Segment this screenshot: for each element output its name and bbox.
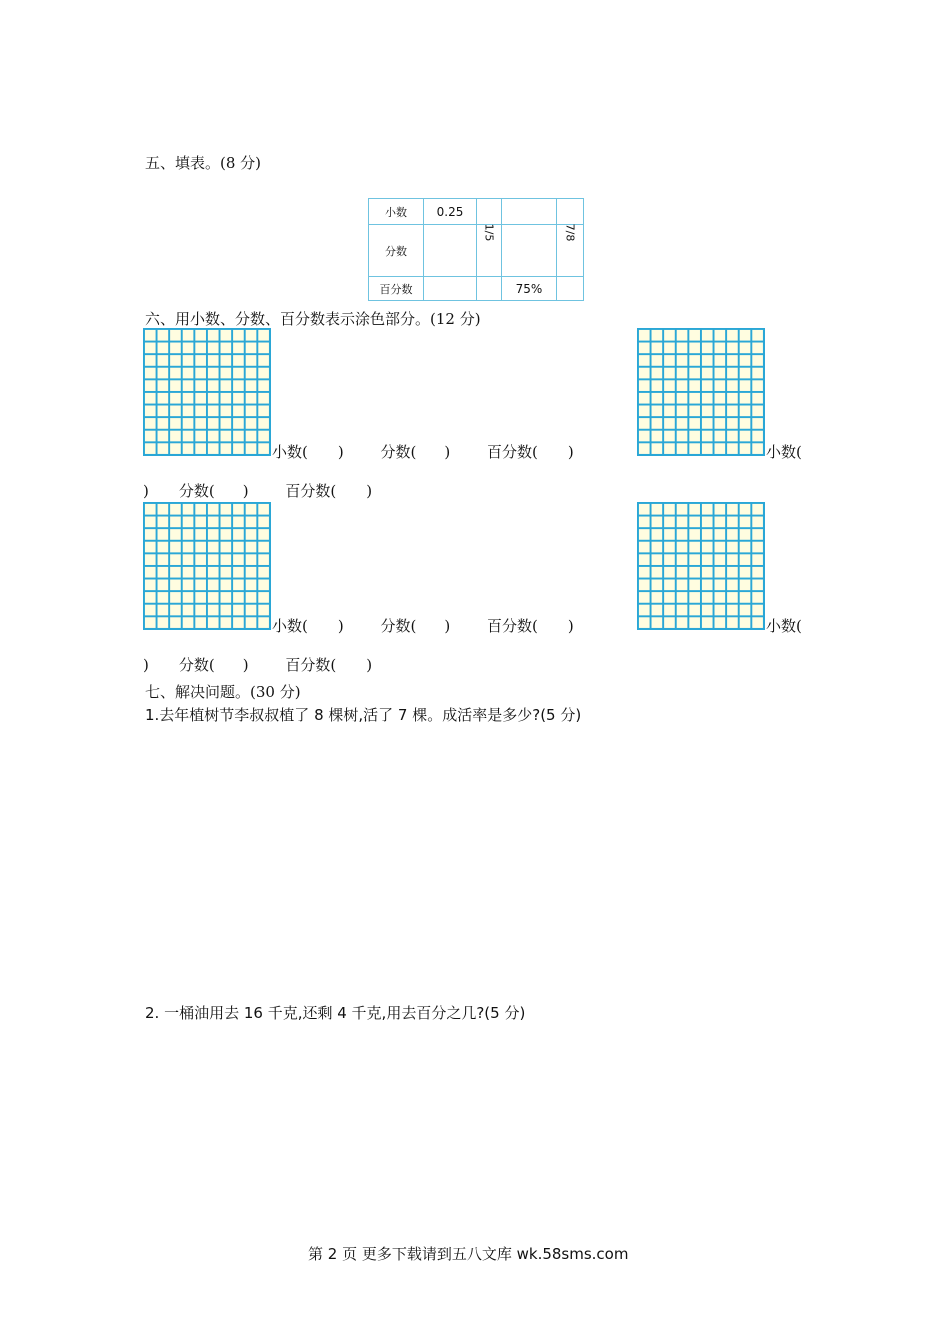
answer-labels-4a <box>766 615 802 636</box>
cell-percent-3[interactable] <box>557 277 584 301</box>
section6-points: (12 分) <box>430 310 481 328</box>
cell-percent-2: 75% <box>502 277 557 301</box>
section7-points: (30 分) <box>250 683 301 701</box>
fraction-label: 分数( <box>380 443 417 461</box>
fill-in-table <box>368 198 584 301</box>
cell-fraction-1 <box>477 225 502 277</box>
percent-label: 百分数( <box>487 443 538 461</box>
cell-decimal-2[interactable] <box>502 199 557 225</box>
shaded-grid-4 <box>637 502 765 630</box>
percent-label: 百分数( <box>285 482 337 500</box>
fraction-label: 分数( <box>380 617 417 635</box>
shaded-grid-3 <box>143 502 271 630</box>
answer-labels-1 <box>272 441 574 462</box>
decimal-label: 小数( <box>272 443 308 461</box>
cell-fraction-2[interactable] <box>502 225 557 277</box>
answer-labels-3 <box>272 615 574 636</box>
decimal-label: 小数( <box>766 443 802 461</box>
cell-percent-0[interactable] <box>424 277 477 301</box>
section5-heading <box>145 152 261 173</box>
question-2: 2. 一桶油用去 16 千克,还剩 4 千克,用去百分之几?(5 分) <box>145 1004 526 1022</box>
row-label-percent: 百分数 <box>369 277 424 301</box>
question-1: 1.去年植树节李叔叔植了 8 棵树,活了 7 棵。成活率是多少?(5 分) <box>145 706 582 724</box>
answer-labels-4b <box>143 654 372 675</box>
answer-labels-2a <box>766 441 802 462</box>
cell-percent-1[interactable] <box>477 277 502 301</box>
close-paren: ) <box>444 443 451 461</box>
close-paren: ) <box>337 617 344 635</box>
close-paren: ) <box>567 617 574 635</box>
close-paren: ) <box>337 443 344 461</box>
close-paren: ) <box>567 443 574 461</box>
fraction-b: 7/8 <box>563 223 577 242</box>
section6-heading <box>145 308 481 329</box>
decimal-label: 小数( <box>272 617 308 635</box>
close-paren: ) <box>143 482 149 500</box>
fraction-label: 分数( <box>178 656 215 674</box>
fraction-label: 分数( <box>178 482 215 500</box>
close-paren: ) <box>242 482 249 500</box>
section6-title: 六、用小数、分数、百分数表示涂色部分。 <box>145 310 431 328</box>
shaded-grid-2 <box>637 328 765 456</box>
fraction-a: 1/5 <box>482 223 496 242</box>
percent-label: 百分数( <box>487 617 538 635</box>
close-paren: ) <box>366 656 373 674</box>
page-footer: 第 2 页 更多下载请到五八文库 wk.58sms.com <box>308 1245 629 1263</box>
section7-heading <box>145 681 301 702</box>
section5-points: (8 分) <box>220 154 262 172</box>
cell-decimal-1[interactable] <box>477 199 502 225</box>
answer-labels-2b <box>143 480 372 501</box>
shaded-grid-1 <box>143 328 271 456</box>
close-paren: ) <box>444 617 451 635</box>
percent-label: 百分数( <box>285 656 337 674</box>
cell-fraction-0[interactable] <box>424 225 477 277</box>
decimal-label: 小数( <box>766 617 802 635</box>
section5-title: 五、填表。 <box>145 154 221 172</box>
row-label-fraction: 分数 <box>369 225 424 277</box>
row-label-decimal: 小数 <box>369 199 424 225</box>
section7-title: 七、解决问题。 <box>145 683 251 701</box>
close-paren: ) <box>143 656 149 674</box>
cell-fraction-3 <box>557 225 584 277</box>
cell-decimal-0: 0.25 <box>424 199 477 225</box>
cell-decimal-3[interactable] <box>557 199 584 225</box>
close-paren: ) <box>366 482 373 500</box>
close-paren: ) <box>242 656 249 674</box>
